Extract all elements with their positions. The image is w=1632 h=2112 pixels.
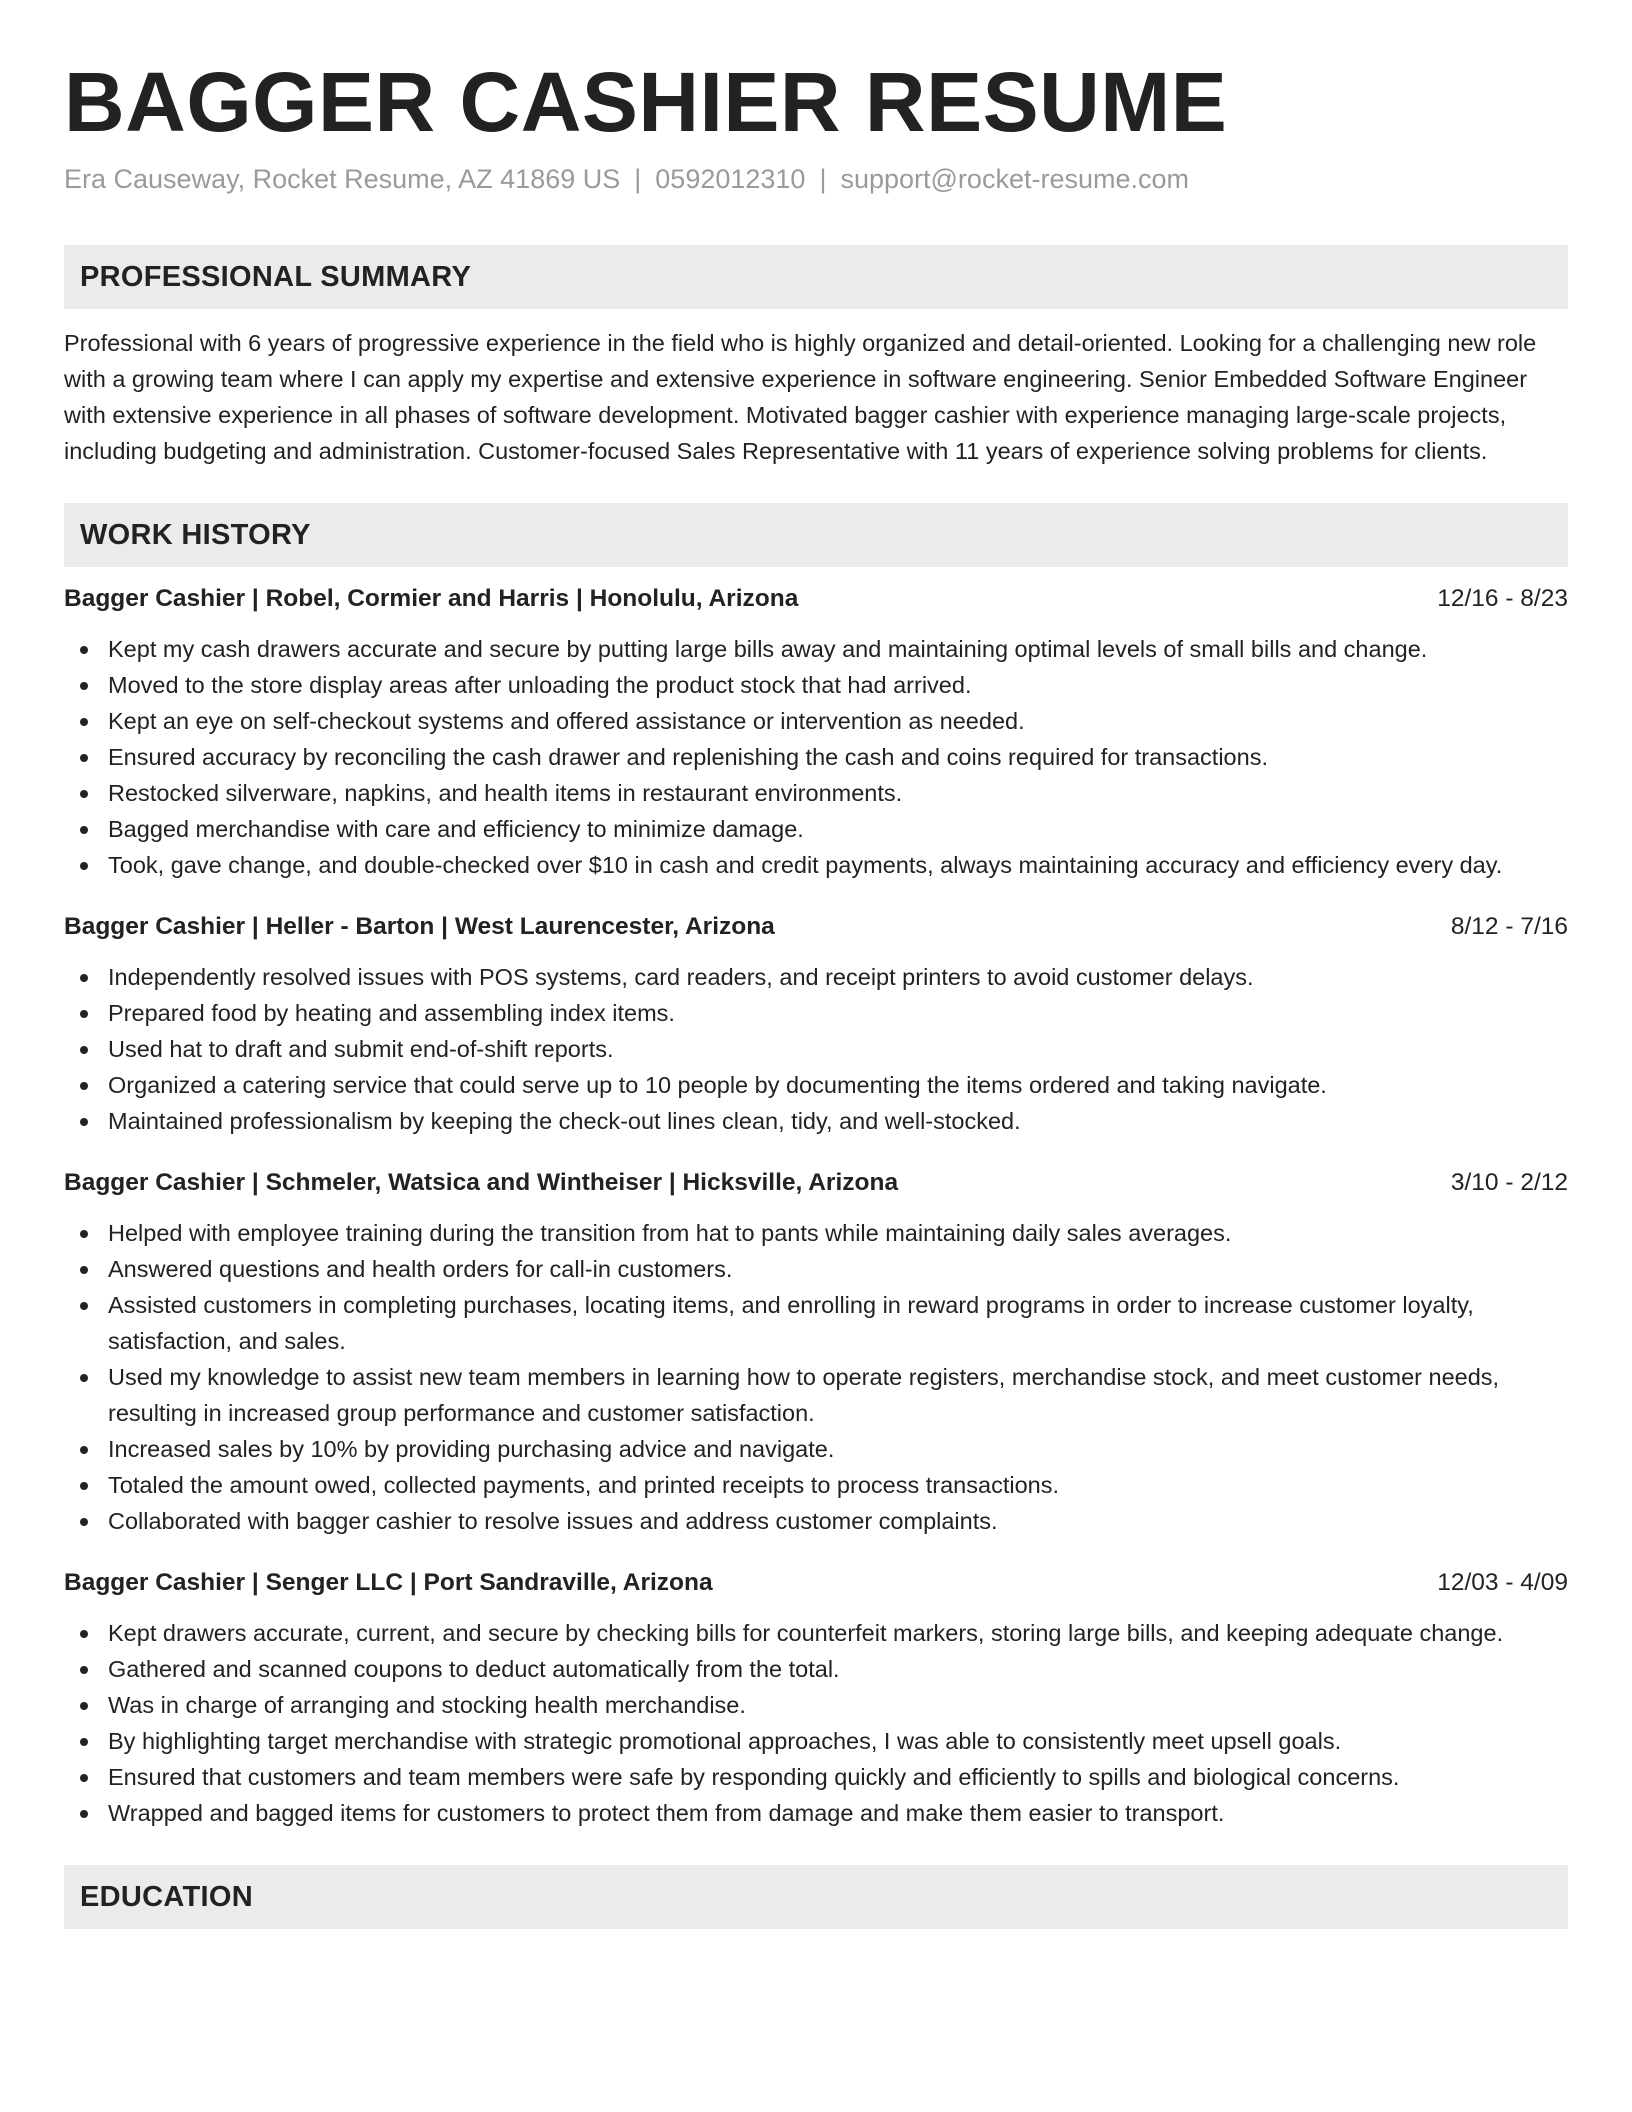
- job-header: [64, 1565, 1568, 1601]
- job-header: [64, 909, 1568, 945]
- job-title: Bagger Cashier | Senger LLC | Port Sandraville, Arizona: [64, 1569, 713, 1597]
- section-header-education: [64, 1865, 1568, 1929]
- job-bullet: Restocked silverware, napkins, and health items in restaurant environments.: [64, 775, 1568, 811]
- job-entry: [64, 581, 1568, 883]
- job-bullet: Independently resolved issues with POS systems, card readers, and receipt printers to avoid customer delays.: [64, 959, 1568, 995]
- contact-separator: |: [819, 164, 827, 195]
- job-bullet: Prepared food by heating and assembling index items.: [64, 995, 1568, 1031]
- section-title: EDUCATION: [80, 1880, 253, 1913]
- job-bullet: Wrapped and bagged items for customers to protect them from damage and make them easier to transport.: [64, 1795, 1568, 1831]
- contact-address: Era Causeway, Rocket Resume, AZ 41869 US: [64, 164, 621, 195]
- section-header-summary: [64, 245, 1568, 309]
- job-title: Bagger Cashier | Robel, Cormier and Harris | Honolulu, Arizona: [64, 585, 799, 613]
- job-title: Bagger Cashier | Heller - Barton | West Laurencester, Arizona: [64, 913, 775, 941]
- job-bullet: Used hat to draft and submit end-of-shift reports.: [64, 1031, 1568, 1067]
- job-bullets: [64, 959, 1568, 1139]
- job-entry: [64, 909, 1568, 1139]
- section-title: PROFESSIONAL SUMMARY: [80, 260, 472, 293]
- contact-line: [64, 164, 1568, 195]
- resume-title: BAGGER CASHIER RESUME: [64, 55, 1228, 149]
- job-bullet: Assisted customers in completing purchases, locating items, and enrolling in reward programs in order to increase customer loyalty, satisfaction, and sales.: [64, 1287, 1568, 1359]
- job-dates: 8/12 - 7/16: [1450, 913, 1568, 941]
- job-bullets: [64, 631, 1568, 883]
- job-entry: [64, 1165, 1568, 1539]
- job-bullet: Kept drawers accurate, current, and secure by checking bills for counterfeit markers, storing large bills, and keeping adequate change.: [64, 1615, 1568, 1651]
- contact-phone: 0592012310: [655, 164, 806, 195]
- job-bullet: Kept my cash drawers accurate and secure by putting large bills away and maintaining optimal levels of small bills and change.: [64, 631, 1568, 667]
- job-entry: [64, 1565, 1568, 1831]
- section-header-work-history: [64, 503, 1568, 567]
- job-bullet: Totaled the amount owed, collected payments, and printed receipts to process transactions.: [64, 1467, 1568, 1503]
- job-bullet: Moved to the store display areas after unloading the product stock that had arrived.: [64, 667, 1568, 703]
- job-bullet: Took, gave change, and double-checked over $10 in cash and credit payments, always maintaining accuracy and efficiency every day.: [64, 847, 1568, 883]
- job-header: [64, 1165, 1568, 1201]
- job-bullet: Was in charge of arranging and stocking health merchandise.: [64, 1687, 1568, 1723]
- job-dates: 12/03 - 4/09: [1437, 1569, 1568, 1597]
- job-bullet: Ensured accuracy by reconciling the cash drawer and replenishing the cash and coins required for transactions.: [64, 739, 1568, 775]
- job-bullet: Collaborated with bagger cashier to resolve issues and address customer complaints.: [64, 1503, 1568, 1539]
- section-title: WORK HISTORY: [80, 518, 311, 551]
- job-bullet: Ensured that customers and team members were safe by responding quickly and efficiently to spills and biological concerns.: [64, 1759, 1568, 1795]
- job-bullet: Increased sales by 10% by providing purchasing advice and navigate.: [64, 1431, 1568, 1467]
- job-header: [64, 581, 1568, 617]
- contact-separator: |: [634, 164, 642, 195]
- job-bullet: Answered questions and health orders for call-in customers.: [64, 1251, 1568, 1287]
- job-bullet: Kept an eye on self-checkout systems and offered assistance or intervention as needed.: [64, 703, 1568, 739]
- contact-email: support@rocket-resume.com: [840, 164, 1189, 195]
- job-dates: 3/10 - 2/12: [1450, 1169, 1568, 1197]
- job-bullet: Used my knowledge to assist new team members in learning how to operate registers, merchandise stock, and meet customer needs, resulting in increased group performance and customer satisfaction.: [64, 1359, 1568, 1431]
- job-bullet: Bagged merchandise with care and efficiency to minimize damage.: [64, 811, 1568, 847]
- job-title: Bagger Cashier | Schmeler, Watsica and Wintheiser | Hicksville, Arizona: [64, 1169, 899, 1197]
- job-bullets: [64, 1615, 1568, 1831]
- job-bullet: Gathered and scanned coupons to deduct automatically from the total.: [64, 1651, 1568, 1687]
- job-bullet: Helped with employee training during the transition from hat to pants while maintaining daily sales averages.: [64, 1215, 1568, 1251]
- job-bullet: By highlighting target merchandise with strategic promotional approaches, I was able to consistently meet upsell goals.: [64, 1723, 1568, 1759]
- job-bullets: [64, 1215, 1568, 1539]
- summary-text: Professional with 6 years of progressive experience in the field who is highly organized and detail-oriented. Looking for a challenging new role with a growing team where I can apply my expertise and extensive experience in software engineering. Senior Embedded Software Engineer with extensive experience in all phases of software development. Motivated bagger cashier with experience managing large-scale projects, including budgeting and administration. Customer-focused Sales Representative with 11 years of experience solving problems for clients.: [64, 330, 1537, 465]
- job-bullet: Maintained professionalism by keeping the check-out lines clean, tidy, and well-stocked.: [64, 1103, 1568, 1139]
- job-dates: 12/16 - 8/23: [1437, 585, 1568, 613]
- job-bullet: Organized a catering service that could serve up to 10 people by documenting the items ordered and taking navigate.: [64, 1067, 1568, 1103]
